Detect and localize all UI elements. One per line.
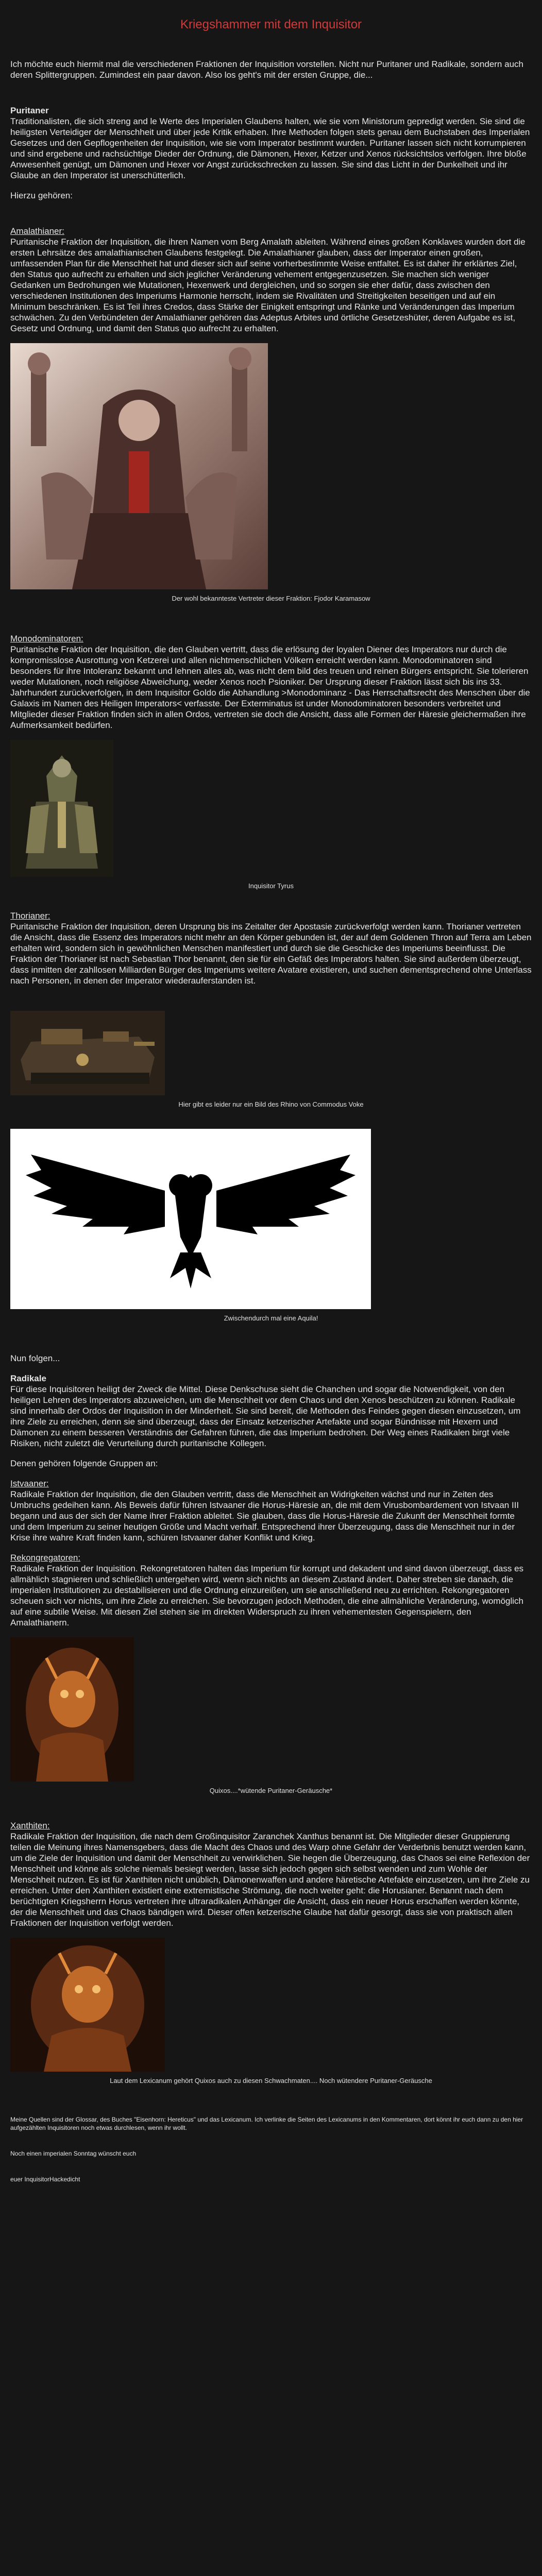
denen-text: Denen gehören folgende Gruppen an: [10,1459,158,1468]
quixos-image [10,1637,532,1782]
intro-text: Ich möchte euch hiermit mal die verschiedenen Fraktionen der Inquisition vorstellen. Nicht nur Puritaner und Radikale, sondern auch deren Splittergruppen. Zumindest ein paar davon. Also los geht's mit der ersten Gruppe, die... [10,59,523,80]
istvaaner-heading: Istvaaner: [10,1479,49,1488]
monodominatoren-text: Puritanische Fraktion der Inquisition, die den Glauben vertritt, dass die erlösung der loyalen Diener des Imperators nur durch die kompromisslose Ausrottung von Ketzerei und allen nichtmenschlichen Völkern erreicht werden kann. Monodominatoren sind besonders für ihre Intoleranz bekannt und lehnen alles ab, was nicht dem bild des treuen und reinen Bürgers entspricht. Sie tolerieren weder Mutationen, noch religiöse Abweichung, weder Xenos noch Psioniker. Der Ursprung dieser Fraktion lässt sich bis ins 33. Jahrhundert zurückverfolgen, in dem Inquisitor Goldo die Abhandlung >Monodominanz - Das Herrschaftsrecht des Menschen über die Galaxis im Namen des Heiligen Imperators< verfasste. Der Exterminatus ist under Monodominatoren besonders verbreitet und Mitglieder dieser Fraktion finden sich in allen Ordos, vertreten sie doch die Ansicht, dass alle Formen der Häresie gleichermaßen ihre Aufmerksamkeit bedürfen. [10,645,530,730]
xanthiten-figure [10,1938,532,2084]
hierzu-text: Hierzu gehören: [10,191,73,200]
nun-folgen-text: Nun folgen... [10,1353,60,1363]
istvaaner-text: Radikale Fraktion der Inquisition, die den Glauben vertritt, dass die Menschheit an Widrigkeiten wächst und nur in Zeiten des Umbruchs gedeihen kann. Als Beweis dafür führen Istvaaner die Horus-Häresie an, die mit dem Virusbombardement von Istvaan III begann und aus der sich der Name ihrer Fraktion ableitet. Sie glauben, dass die Horus-Häresie die Zukunft der Menschheit formte und dem Imperium zu seiner heutigen Größe und Macht verhalf. Entsprechend ihrer Überzeugung, dass die Menschheit nur in der Krise ihre wahre Kraft finden kann, schüren Istvaaner daher Konflikt und Krieg. [10,1489,519,1543]
quixos-image-2 [10,1938,532,2072]
xanthiten-heading: Xanthiten: [10,1821,50,1831]
aquila-caption: Zwischendurch mal eine Aquila! [224,1314,318,1322]
amalathianer-text: Puritanische Fraktion der Inquisition, die ihren Namen vom Berg Amalath ableiten. Während eines großen Konklaves wurden dort die ersten Lehrsätze des amalathianischen Glaubens festgelegt. Die Amalathianer glauben, dass der Imperator einen großen, umfassenden Plan für die Menschheit hat und dieser sich auf seine vorherbestimmte Weise entfaltet. Es ist daher ihr erklärtes Ziel, den Status quo aufrecht zu erhalten und sich jeglicher Veränderung vehement entgegenzusetzen. Sie machen sich weniger Gedanken um Bedrohungen wie Mutationen, Hexenwerk und dergleichen, und so sorgen sie eher dafür, dass zwischen den verschiedenen Institutionen des Imperiums Harmonie herrscht, indem sie Rivalitäten und Streitigkeiten beseitigen und auf ein Minimum beschränken. Es ist Teil ihres Credos, dass Stärke der Einigkeit entspringt und Ränke und Veränderungen das Imperium schwächen. Zu den Verbündeten der Amalathianer gehören das Adeptus Arbites und örtliche Gesetzeshüter, deren Aufgabe es ist, Gesetz und Ordnung, und damit den Status quo aufrecht zu erhalten. [10,237,526,333]
xanthiten-text: Radikale Fraktion der Inquisition, die nach dem Großinquisitor Zaranchek Xanthus benannt ist. Die Mitglieder dieser Gruppierung teilen die Meinung ihres Namensgebers, dass die Macht des Chaos und des Warp ohne Gefahr der Verderbnis benutzt werden kann, um die Ziele der Inquisition und damit der Menschheit zu verwirklichen. Sie hegen die Überzeugung, das Chaos sei eine Reflexion der Menschheit und könne als solche niemals besiegt werden, lasse sich jedoch gegen sich selbst wenden und zum Wohle der Menschheit nutzen. Es ist für Xanthiten nicht unüblich, Dämonenwaffen und andere häretische Artefakte einzusetzen, um ihre Ziele zu erreichen. Unter den Xanthiten existiert eine extremistische Strömung, die noch weiter geht: die Horusianer. Benannt nach dem berüchtigten Kriegsherrn Horus vertreten ihre ultraradikalen Anhänger die Ansicht, dass ein neuer Horus erschaffen werden könnte, der die Menschheit und das Chaos bändigen wird. Dieser offen ketzerische Glaube hat dafür gesorgt, dass sie von praktisch allen Fraktionen der Inquisition verfolgt werden. [10,1832,530,1928]
xanthiten-caption: Laut dem Lexicanum gehört Quixos auch zu diesen Schwachmaten.... Noch wütendere Puritaner-Geräusche [110,2077,432,2084]
amalathianer-heading: Amalathianer: [10,226,64,236]
aquila-image [10,1129,532,1309]
article [10,0,532,2191]
rhino-figure [10,1011,532,1108]
tyrus-image [10,740,532,877]
tyrus-caption: Inquisitor Tyrus [248,882,294,890]
puritaner-text: Traditionalisten, die sich streng and le Werte des Imperialen Glaubens halten, wie sie vom Ministorum gepredigt werden. Sie sind die heiligsten Verteidiger der Menschheit und über jede Kritik erhaben. Ihre Methoden folgen stets genau dem Buchstaben des Imperialen Gesetzes und den Gepflogenheiten der Inquisition, wie sie vom Imperator bestimmt wurden. Puritaner lassen sich nicht korrumpieren und sind ergebene und rachsüchtige Dieder der Ordnung, die Dämonen, Hexer, Ketzer und Xenos rücksichtslos verfolgen. Ihre bloße Anwesenheit genügt, um Dämonen und Hexer vor Angst zurückschrecken zu lassen. Sie sind das Licht in der Dunkelheit und ihr Glaube an den Imperator ist unerschütterlich. [10,116,530,180]
greeting-text: Noch einen imperialen Sonntag wünscht euch [10,2150,137,2157]
page-title: Kriegshammer mit dem Inquisitor [180,18,362,31]
radikale-text: Für diese Inquisitoren heiligt der Zweck die Mittel. Diese Denkschuse sieht die Chanchen und sogar die Notwendigkeit, von den heiligen Lehren des Imperators abzuweichen, um die Menschheit vor dem Chaos und den Xenos beschützen zu können. Radikale sind innerhalb der Ordos der Inquisition in der Minderheit. Sie sind bereit, die Methoden des Feindes gegen diesen einzusetzen, um ihre Ziele zu erreichen, denn sie sind überzeugt, dass der Einsatz ketzerischer Artefakte und sogar Bündnisse mit Hexern und Dämonen zu einem besseren Verständnis der Gefahren führen, die das Imperium bedrohen. Der Weg eines Radikalen birgt viele Risiken, nicht zuletzt die Verurteilung durch puritanische Kollegen. [10,1384,521,1448]
signature-text: euer InquisitorHackedicht [10,2176,80,2183]
rhino-caption: Hier gibt es leider nur ein Bild des Rhino von Commodus Voke [178,1100,364,1108]
thorianer-heading: Thorianer: [10,911,50,921]
monodominatoren-figure [10,740,532,890]
rekongregatoren-text: Radikale Fraktion der Inquisition. Rekongretatoren halten das Imperium für korrupt und dekadent und sind davon überzeugt, dass es allmählich stagnieren und schließlich untergehen wird, wenn sich nichts an diesem Zustand ändert. Daher streben sie danach, die imperialen Institutionen zu destabilisieren und die Ordnung einzureißen, um sie anschließend neu zu errichten. Rekongregatoren scheuen sich vor nichts, um ihre Ziele zu erreichen. Sie bevorzugen jedoch Methoden, die eine allmähliche Veränderung, womöglich auf eine subtile Weise. Mit diesen Ziel stehen sie im direkten Widerspruch zu ihren vehementesten Gegenspielern, den Amalathianern. [10,1564,524,1628]
radikale-heading: Radikale [10,1374,46,1383]
sources-text: Meine Quellen sind der Glossar, des Buches "Eisenhorn: Hereticus" und das Lexicanum. Ich verlinke die Seiten des Lexicanums in den Kommentaren, dort könnt ihr euch dann zu den hier aufgezählten Inquisitoren noch etwas durchlesen, wenn ihr wollt. [10,2116,523,2131]
puritaner-heading: Puritaner [10,106,49,115]
rekongregatoren-heading: Rekongregatoren: [10,1553,81,1563]
aquila-figure [10,1129,532,1322]
monodominatoren-heading: Monodominatoren: [10,634,83,643]
quixos-caption: Quixos....*wütende Puritaner-Geräusche* [209,1787,333,1794]
karamasow-image [10,343,532,589]
karamasow-caption: Der wohl bekannteste Vertreter dieser Fraktion: Fjodor Karamasow [172,595,370,602]
rhino-image [10,1011,532,1095]
amalathianer-figure [10,343,532,602]
quixos-figure [10,1637,532,1794]
thorianer-text: Puritanische Fraktion der Inquisition, deren Ursprung bis ins Zeitalter der Apostasie zurückverfolgt werden kann. Thorianer vertreten die Ansicht, dass die Essenz des Imperators nicht mehr an den Körper gebunden ist, der auf dem Goldenen Thron auf Terra am Leben erhalten wird, sondern sich in gewöhnlichen Menschen manifestiert und durch sie die Geschicke des Imperiums beeinflusst. Die Fraktion der Thorianer ist nach Sebastian Thor benannt, den sie für ein Gefäß des Imperators halten. Sie sind außerdem überzeugt, dass inmitten der zahllosen Milliarden Bürger des Imperiums weitere Avatare existieren, und suchen dementsprechend ohne Unterlass nach Personen, in denen der Imperator wiederauferstanden ist. [10,922,532,986]
